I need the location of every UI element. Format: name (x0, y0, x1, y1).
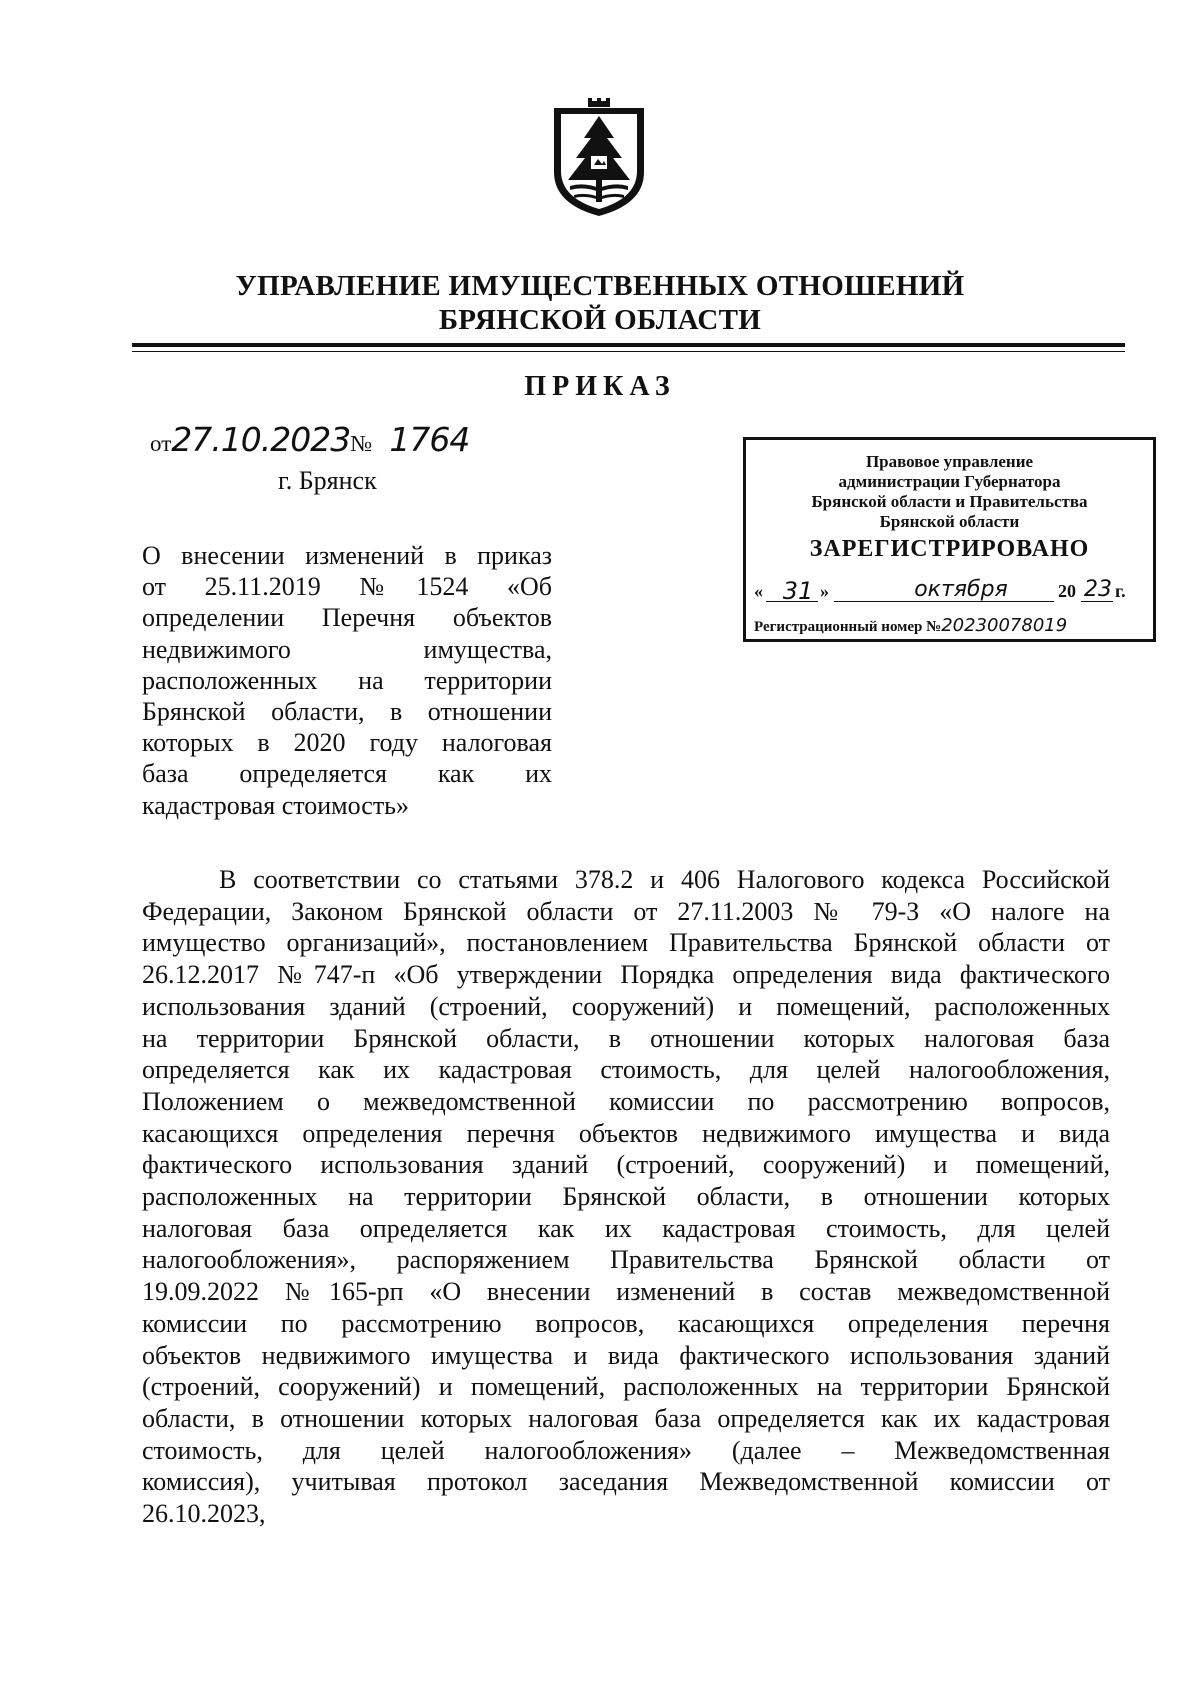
stamp-day-handwritten: 31 (782, 577, 814, 605)
body-line: налоговая база определяется как их кадастровая стоимость, для целей (142, 1213, 1110, 1243)
body-line: области, в отношении которых налоговая база определяется как их кадастровая (142, 1403, 1110, 1433)
body-line: налогообложения», распоряжением Правительства Брянской области от (142, 1245, 1110, 1275)
title-line: от 25.11.2019 №1524 «Об (142, 572, 552, 602)
crown-icon (588, 98, 610, 107)
order-number-handwritten: 1764 (389, 420, 470, 459)
stamp-year-field (1081, 577, 1113, 602)
stamp-year-prefix: 20 (1058, 581, 1076, 601)
body-line: комиссии по рассмотрению вопросов, касающихся определения перечня (142, 1308, 1110, 1338)
number-label: № (350, 431, 373, 456)
body-line: 26.10.2023, (142, 1499, 266, 1529)
stamp-line-3: Брянской области и Правительства (811, 492, 1088, 511)
body-line: на территории Брянской области, в отношении которых налоговая база (142, 1023, 1110, 1053)
organization-name-line1: УПРАВЛЕНИЕ ИМУЩЕСТВЕННЫХ ОТНОШЕНИЙ (235, 270, 965, 302)
stamp-year-suffix: г. (1115, 581, 1126, 601)
header-divider-thin (132, 351, 1125, 352)
body-line: Положением о межведомственной комиссии по рассмотрению вопросов, (142, 1086, 1110, 1116)
order-title-block (142, 540, 552, 821)
stamp-day-field (766, 577, 818, 605)
stamp-line-4: Брянской области (879, 512, 1020, 531)
stamp-year-handwritten: 23 (1084, 577, 1112, 602)
body-line: объектов недвижимого имущества и вида фактического использования зданий (142, 1340, 1110, 1370)
title-line: недвижимого имущества, (142, 634, 552, 664)
city-label: г. Брянск (278, 466, 377, 495)
stamp-date-row (754, 576, 1147, 605)
order-body-paragraph (142, 864, 1110, 1530)
stamp-registered-label: ЗАРЕГИСТРИРОВАНО (809, 536, 1090, 562)
body-line: комиссия), учитывая протокол заседания Межведомственной комиссии от (142, 1467, 1110, 1497)
stamp-quote-close: » (820, 581, 829, 601)
body-line: использования зданий (строений, сооружений) и помещений, расположенных (142, 991, 1110, 1021)
document-type-title: ПРИКАЗ (524, 371, 676, 402)
order-date-line (150, 420, 469, 459)
from-label: от (150, 431, 172, 456)
title-line: расположенных на территории (142, 665, 552, 695)
body-line: стоимость, для целей налогообложения» (далее – Межведомственная (142, 1435, 1110, 1465)
stamp-reg-number-handwritten: 20230078019 (941, 615, 1068, 636)
body-line: 19.09.2022 №165-рп «О внесении изменений в состав межведомственной (142, 1277, 1110, 1307)
title-line: Брянской области, в отношении (142, 697, 552, 727)
stamp-month-field (834, 577, 1054, 602)
stamp-quote-open: « (754, 581, 763, 601)
title-line: определении Перечня объектов (142, 603, 552, 633)
body-line: касающихся определения перечня объектов недвижимого имущества и вида (142, 1118, 1110, 1148)
title-line: база определяется как их (142, 759, 552, 789)
organization-name-line2: БРЯНСКОЙ ОБЛАСТИ (438, 304, 762, 336)
title-line: О внесении изменений в приказ (142, 541, 552, 570)
title-line: которых в 2020 году налоговая (142, 728, 552, 758)
body-line: Федерации, Законом Брянской области от 27.11.2003 № 79-З «О налоге на (142, 896, 1110, 926)
stamp-month-handwritten: октября (914, 577, 1008, 602)
stamp-line-2: администрации Губернатора (838, 472, 1061, 491)
stamp-line-1: Правовое управление (865, 452, 1034, 471)
body-line: фактического использования зданий (строений, сооружений) и помещений, (142, 1150, 1110, 1180)
body-line: имущество организаций», постановлением Правительства Брянской области от (142, 928, 1110, 958)
body-line: определяется как их кадастровая стоимость, для целей налогообложения, (142, 1055, 1110, 1085)
body-line: расположенных на территории Брянской области, в отношении которых (142, 1182, 1110, 1212)
stamp-reg-number-label: Регистрационный номер № (754, 619, 942, 635)
header-divider-thick (132, 343, 1125, 347)
body-line: (строений, сооружений) и помещений, расположенных на территории Брянской (142, 1372, 1110, 1402)
order-date-handwritten: 27.10.2023 (171, 420, 351, 459)
body-line: В соответствии со статьями 378.2 и 406 Налогового кодекса Российской (219, 865, 1110, 894)
title-line: кадастровая стоимость» (142, 790, 410, 820)
coat-of-arms-emblem (544, 98, 654, 218)
stamp-reg-number-row (754, 615, 1067, 636)
body-line: 26.12.2017 №747-п «Об утверждении Порядка определения вида фактического (142, 960, 1110, 990)
registration-stamp (743, 437, 1156, 642)
